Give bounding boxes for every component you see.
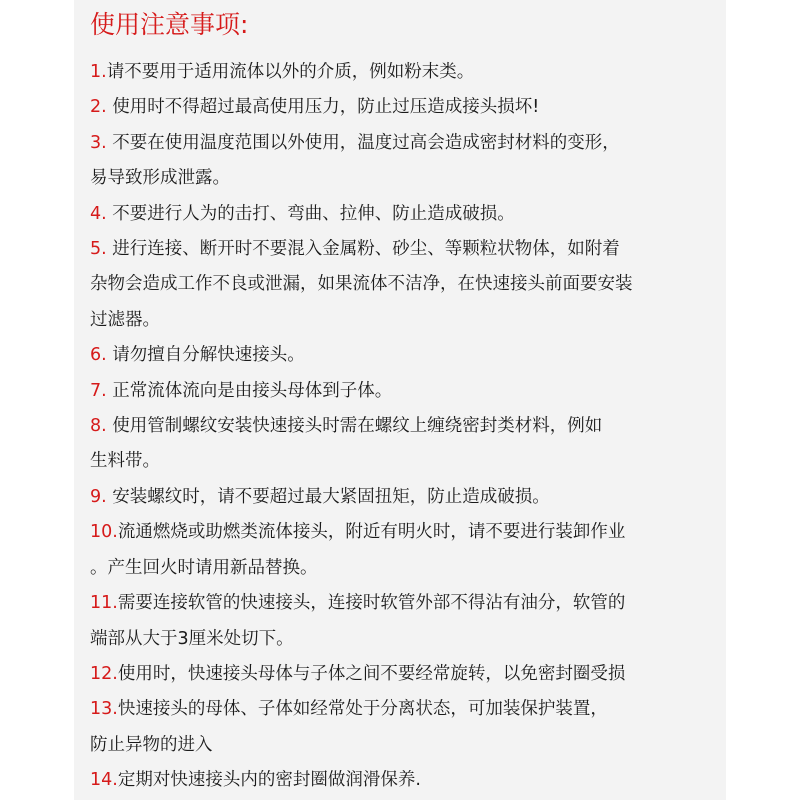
notice-item-continuation	[90, 551, 714, 586]
item-text: 。产生回火时请用新品替换。	[90, 557, 318, 578]
notice-list	[90, 55, 714, 799]
item-text: 易导致形成泄露。	[90, 168, 230, 189]
item-text: 请勿擅自分解快速接头。	[106, 345, 305, 366]
notice-item	[90, 763, 714, 798]
notice-item	[90, 480, 714, 515]
item-text: 需要连接软管的快速接头，连接时软管外部不得沾有油分，软管的	[117, 593, 626, 614]
item-number: 13.	[90, 699, 118, 720]
notice-item	[90, 515, 714, 550]
notice-item-continuation	[90, 622, 714, 657]
item-number: 14.	[90, 770, 118, 791]
notice-item	[90, 586, 714, 621]
item-text: 请不要用于适用流体以外的介质，例如粉末类。	[106, 62, 475, 82]
item-text: 过滤器。	[90, 309, 160, 330]
item-number: 3.	[90, 132, 107, 153]
page-title: 使用注意事项:	[90, 10, 249, 39]
item-text: 生料带。	[90, 451, 160, 472]
item-text: 不要在使用温度范围以外使用，温度过高会造成密封材料的变形，	[106, 132, 620, 153]
item-number: 8.	[90, 416, 107, 437]
item-number: 6.	[90, 345, 107, 366]
notice-item	[90, 197, 714, 232]
notice-item-continuation	[90, 267, 714, 302]
item-text: 使用时不得超过最高使用压力，防止过压造成接头损坏!	[106, 97, 540, 118]
notice-item-continuation	[90, 444, 714, 479]
notice-item	[90, 374, 714, 409]
item-number: 5.	[90, 239, 107, 260]
notice-item	[90, 692, 714, 727]
item-text: 使用时，快速接头母体与子体之间不要经常旋转，以免密封圈受损	[117, 663, 626, 684]
notice-item	[90, 409, 714, 444]
item-number: 4.	[90, 203, 107, 224]
item-number: 10.	[90, 522, 118, 543]
item-number: 2.	[90, 97, 107, 118]
notice-item	[90, 90, 714, 125]
item-text: 使用管制螺纹安装快速接头时需在螺纹上缠绕密封类材料，例如	[106, 416, 603, 437]
notice-item	[90, 338, 714, 373]
item-text: 定期对快速接头内的密封圈做润滑保养.	[117, 770, 421, 791]
item-number: 1.	[90, 62, 107, 82]
notice-item-continuation	[90, 303, 714, 338]
item-text: 安装螺纹时，请不要超过最大紧固扭矩，防止造成破损。	[106, 486, 550, 507]
notice-item-continuation	[90, 161, 714, 196]
notice-item	[90, 657, 714, 692]
item-text: 杂物会造成工作不良或泄漏，如果流体不洁净，在快速接头前面要安装	[90, 274, 633, 295]
item-text: 防止异物的进入	[90, 734, 213, 755]
item-text: 流通燃烧或助燃类流体接头，附近有明火时，请不要进行装卸作业	[117, 522, 626, 543]
item-number: 9.	[90, 486, 107, 507]
notice-item	[90, 126, 714, 161]
notice-item	[90, 232, 714, 267]
item-text: 不要进行人为的击打、弯曲、拉伸、防止造成破损。	[106, 203, 515, 224]
notice-item-continuation	[90, 728, 714, 763]
item-text: 正常流体流向是由接头母体到子体。	[106, 380, 393, 401]
item-number: 11.	[90, 593, 118, 614]
item-number: 7.	[90, 380, 107, 401]
item-number: 12.	[90, 663, 118, 684]
item-text: 进行连接、断开时不要混入金属粉、砂尘、等颗粒状物体，如附着	[106, 239, 620, 260]
item-text: 快速接头的母体、子体如经常处于分离状态，可加装保护装置，	[117, 699, 608, 720]
item-text: 端部从大于3厘米处切下。	[90, 628, 294, 649]
notice-item	[90, 55, 714, 90]
